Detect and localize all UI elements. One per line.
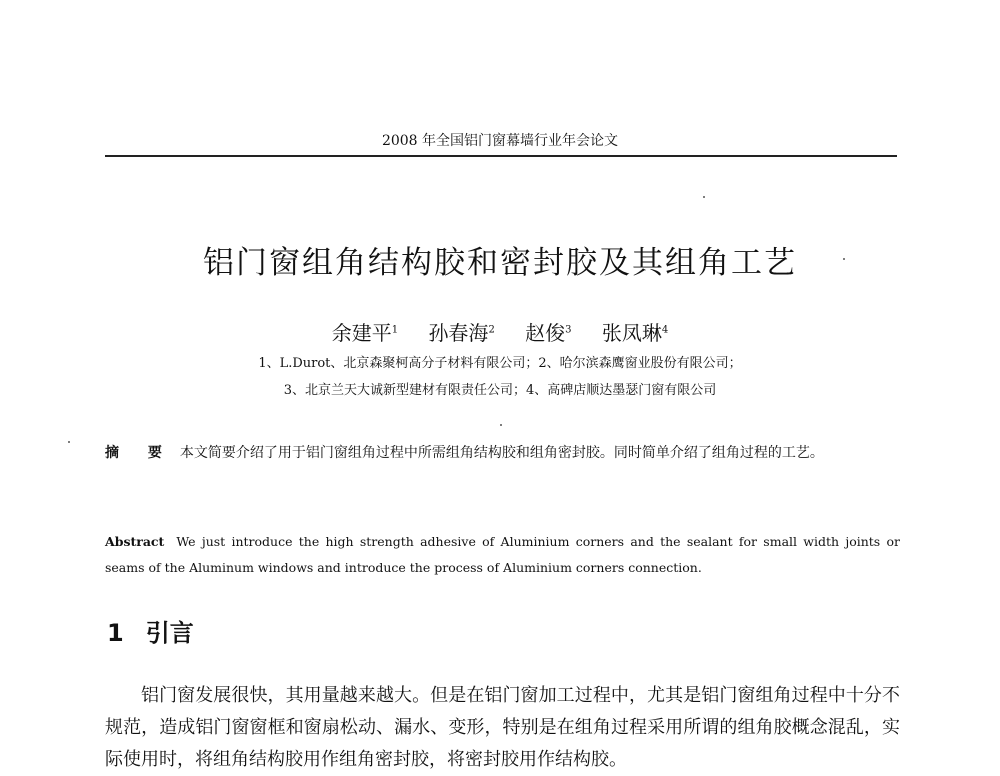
scan-speck — [68, 441, 70, 443]
author — [525, 321, 571, 345]
author — [602, 321, 668, 345]
author — [332, 321, 398, 345]
conference-header: 2008 年全国铝门窗幕墙行业年会论文 — [381, 133, 619, 149]
paper-title: 铝门窗组角结构胶和密封胶及其组角工艺 — [203, 245, 797, 281]
author-mark: 1 — [391, 324, 399, 335]
scan-speck — [500, 424, 502, 426]
section-heading — [107, 616, 194, 650]
scan-speck — [703, 196, 705, 198]
author-mark: 3 — [565, 324, 572, 335]
affiliations-line-1: 1、L.Durot、北京森聚柯高分子材料有限公司；2、哈尔滨森鹰窗业股份有限公司； — [258, 356, 742, 371]
author-name: 赵俊 — [525, 320, 566, 345]
author-list — [0, 316, 1000, 347]
header-rule — [105, 155, 897, 157]
author-name: 张凤琳 — [601, 320, 662, 345]
abstract-cn-text: 本文简要介绍了用于铝门窗组角过程中所需组角结构胶和组角密封胶。同时简单介绍了组角过程的工艺。 — [179, 445, 824, 461]
abstract-cn-label: 摘 要 — [105, 445, 174, 461]
author-name: 余建平 — [331, 320, 392, 345]
section-number: 1 — [107, 619, 124, 647]
abstract-chinese — [105, 440, 900, 466]
abstract-en-text: We just introduce the high strength adhesive of Aluminium corners and the sealant for small width joints or seams of the Aluminum windows and introduce the process of Aluminium corners connection. — [105, 534, 900, 575]
section-title: 引言 — [145, 619, 194, 647]
affiliations-line-2: 3、北京兰天大诚新型建材有限责任公司；4、高碑店顺达墨瑟门窗有限公司 — [283, 383, 717, 398]
author — [428, 321, 494, 345]
author-mark: 2 — [488, 324, 495, 335]
author-name: 孙春海 — [428, 320, 489, 345]
scan-speck — [843, 258, 845, 260]
abstract-english — [105, 529, 900, 581]
section-body-text: 铝门窗发展很快，其用量越来越大。但是在铝门窗加工过程中，尤其是铝门窗组角过程中十分不规范，造成铝门窗窗框和窗扇松动、漏水、变形，特别是在组角过程采用所谓的组角胶概念混乱，实际使用时，将组角结构胶用作组角密封胶，将密封胶用作结构胶。 — [105, 685, 900, 770]
abstract-en-label: Abstract — [105, 534, 165, 549]
author-mark: 4 — [661, 324, 669, 335]
